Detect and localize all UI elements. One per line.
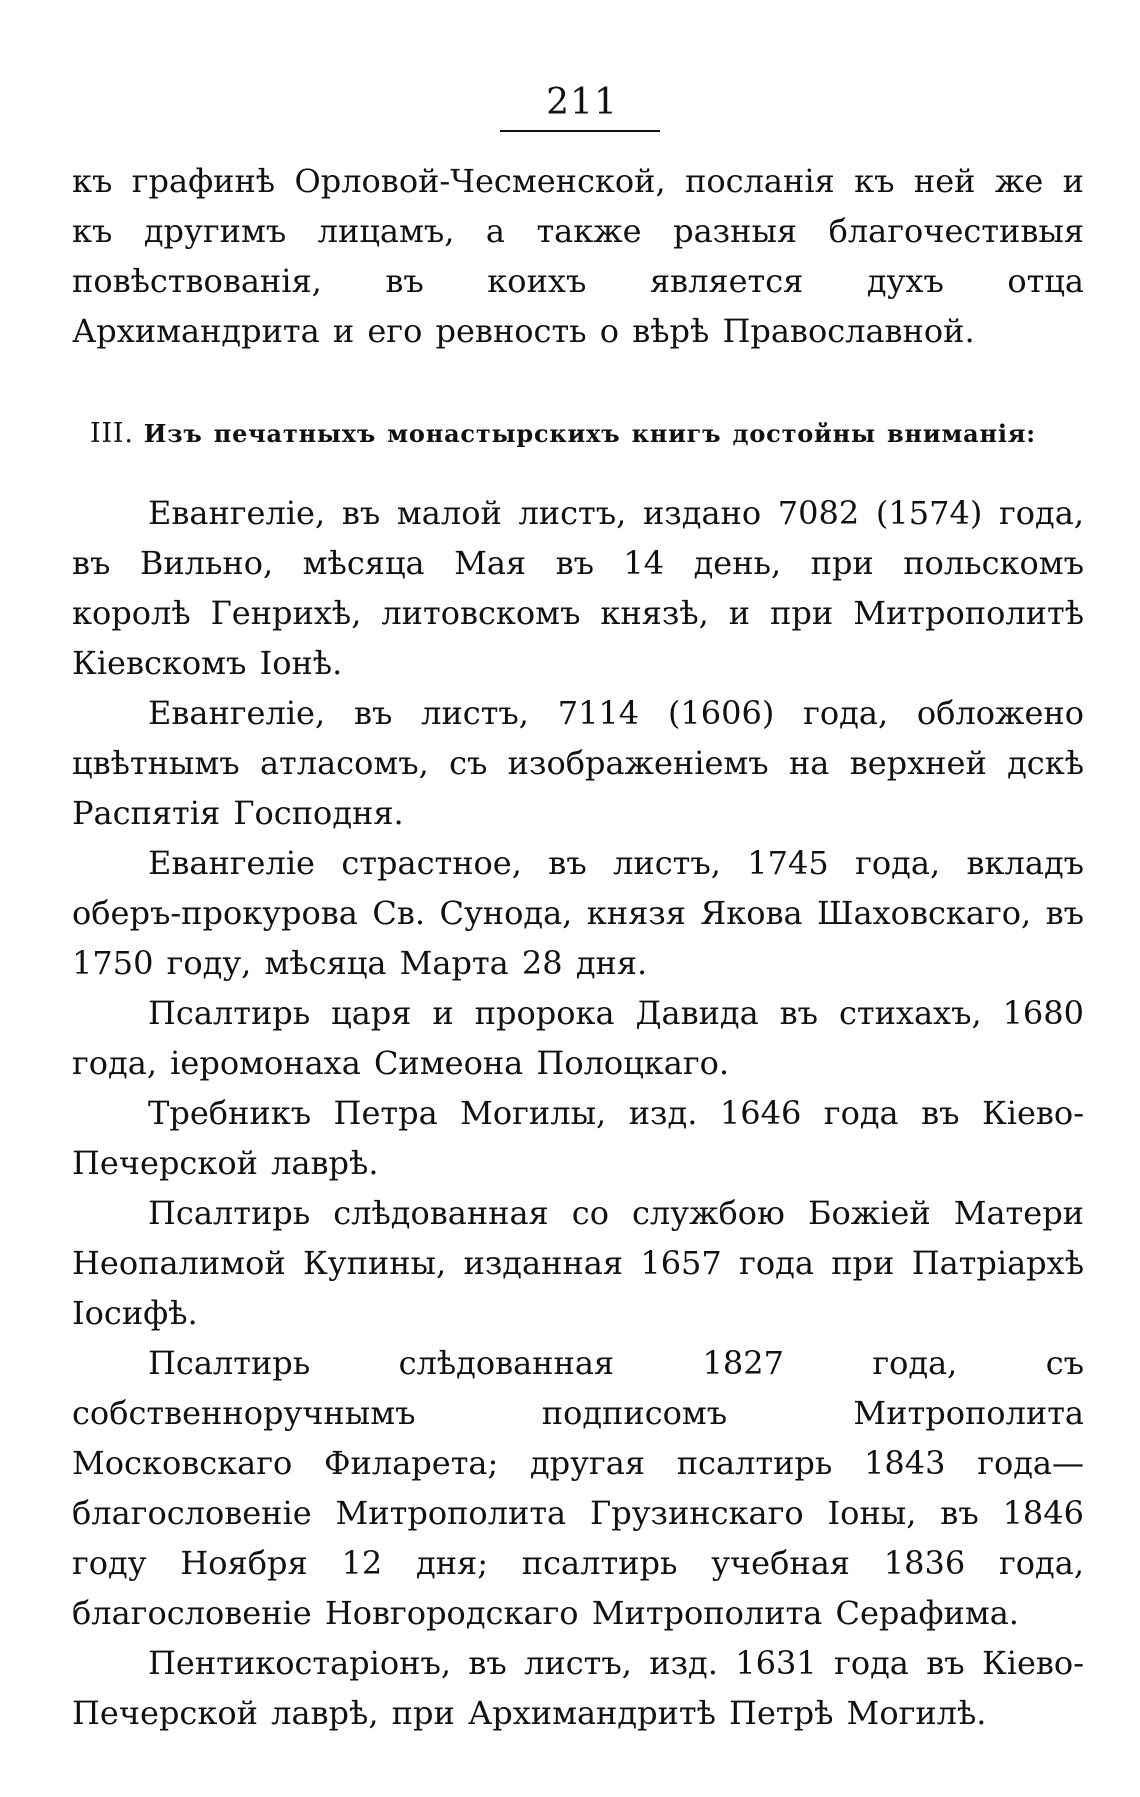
- book-entry-gospel-1574: Евангеліе, въ малой листъ, издано 7082 (1574) года, въ Вильно, мѣсяца Мая въ 14 день, при польскомъ королѣ Генрихѣ, литовскомъ князѣ, и при Митрополитѣ Кіевскомъ Іонѣ.: [72, 494, 1084, 682]
- section-title: Изъ печатныхъ монастырскихъ книгъ достойны вниманія:: [143, 419, 1036, 448]
- section-numeral: III.: [90, 418, 134, 449]
- book-entry-psalters-1827-1843-1836: Псалтирь слѣдованная 1827 года, съ собственноручнымъ подписомъ Митрополита Московскаго Филарета; другая псалтирь 1843 года—благословеніе Митрополита Грузинскаго Іоны, въ 1846 году Ноября 12 дня; псалтирь учебная 1836 года, благословеніе Новгородскаго Митрополита Серафима.: [72, 1344, 1084, 1632]
- continued-paragraph: къ графинѣ Орловой-Чесменской, посланія къ ней же и къ другимъ лицамъ, а также разныя благочестивыя повѣствованія, въ коихъ является духъ отца Архимандрита и его ревность о вѣрѣ Православной.: [72, 162, 1084, 350]
- section-heading: [72, 416, 1084, 452]
- book-entry-trebnik-1646: Требникъ Петра Могилы, изд. 1646 года въ Кіево-Печерской лаврѣ.: [72, 1094, 1084, 1182]
- book-entry-passion-gospel-1745: Евангеліе страстное, въ листъ, 1745 года, вкладъ оберъ-прокурова Св. Сунода, князя Якова Шаховскаго, въ 1750 году, мѣсяца Марта 28 дня.: [72, 844, 1084, 982]
- page-number: 211: [546, 82, 618, 123]
- book-entry-gospel-1606: Евангеліе, въ листъ, 7114 (1606) года, обложено цвѣтнымъ атласомъ, съ изображеніемъ на верхней дскѣ Распятія Господня.: [72, 694, 1084, 832]
- page-number-rule: [500, 130, 660, 132]
- book-page: [72, 0, 1084, 1797]
- book-entry-psalter-1657: Псалтирь слѣдованная со службою Божіей Матери Неопалимой Купины, изданная 1657 года при Патріархѣ Іосифѣ.: [72, 1194, 1084, 1332]
- page-body: [72, 156, 1084, 1738]
- book-entry-psalter-verse-1680: Псалтирь царя и пророка Давида въ стихахъ, 1680 года, іеромонаха Симеона Полоцкаго.: [72, 994, 1084, 1082]
- book-entry-pentecostarion-1631: Пентикостаріонъ, въ листъ, изд. 1631 года въ Кіево-Печерской лаврѣ, при Архимандритѣ Петрѣ Могилѣ.: [72, 1644, 1084, 1732]
